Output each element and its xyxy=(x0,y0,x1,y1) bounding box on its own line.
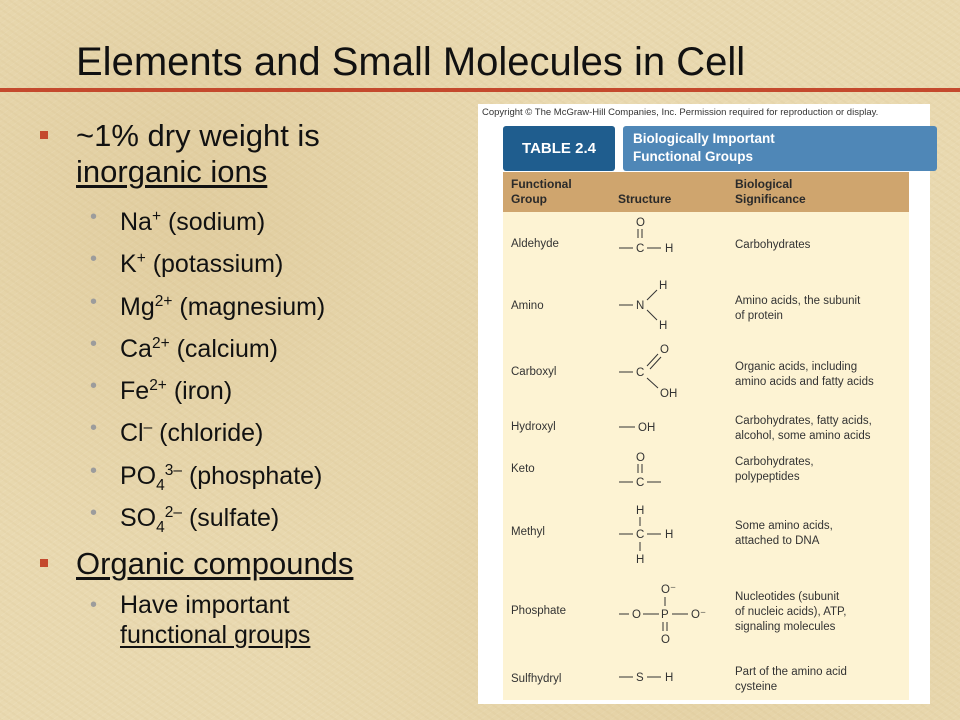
slide-title: Elements and Small Molecules in Cell xyxy=(76,40,746,84)
ion-symbol: SO xyxy=(120,504,157,533)
atom-label: OH xyxy=(660,388,678,400)
ion-name: (sulfate) xyxy=(182,504,280,533)
significance-line: polypeptides xyxy=(735,471,800,483)
atom-label: O xyxy=(661,634,670,646)
group-significance xyxy=(735,360,905,390)
ion-symbol: Mg xyxy=(120,292,155,321)
atom-label: H xyxy=(636,505,645,517)
significance-line: attached to DNA xyxy=(735,535,820,547)
atom-label: P xyxy=(661,609,669,621)
atom-label: O xyxy=(636,217,645,229)
significance-line: Some amino acids, xyxy=(735,520,833,532)
functional-groups-item xyxy=(90,590,460,650)
significance-line: Carbohydrates, xyxy=(735,456,814,468)
atom-label: H xyxy=(659,280,668,292)
bullet-text-line1: ~1% dry weight is xyxy=(76,118,320,153)
dot-bullet-icon: • xyxy=(90,417,98,440)
table-body xyxy=(503,212,909,700)
carboxyl-structure xyxy=(615,337,705,407)
significance-line: amino acids and fatty acids xyxy=(735,376,874,388)
group-significance xyxy=(735,294,905,324)
group-name: Hydroxyl xyxy=(511,421,556,433)
atom-label: O xyxy=(632,609,641,621)
hydroxyl-structure xyxy=(615,407,705,449)
dot-bullet-icon: • xyxy=(90,332,98,355)
table-row-amino xyxy=(503,272,909,337)
ion-item-sodium xyxy=(90,202,460,244)
ion-item-iron xyxy=(90,371,460,413)
inorganic-ions-underlined: inorganic ions xyxy=(76,154,268,189)
group-name: Sulfhydryl xyxy=(511,673,562,685)
ion-name: (phosphate) xyxy=(182,461,323,490)
atom-label: S xyxy=(636,672,644,684)
col-header-line1: Biological xyxy=(735,177,793,191)
ion-item-sulfate xyxy=(90,498,460,540)
ion-subscript: 4 xyxy=(156,476,165,494)
ion-charge: 2+ xyxy=(149,377,167,395)
ion-symbol: PO xyxy=(120,461,157,490)
atom-label: O xyxy=(636,452,645,464)
significance-line: Carbohydrates, fatty acids, xyxy=(735,415,872,427)
significance-line: signaling molecules xyxy=(735,621,836,633)
square-bullet-icon xyxy=(40,131,48,139)
table-row-carboxyl xyxy=(503,337,909,407)
group-significance xyxy=(735,455,905,485)
ion-name: (iron) xyxy=(166,377,233,406)
atom-label: C xyxy=(636,477,645,489)
atom-label: H xyxy=(636,554,645,566)
bullet-list xyxy=(40,118,460,650)
dot-bullet-icon: • xyxy=(90,206,98,228)
functional-groups-line1: Have important xyxy=(120,591,290,620)
table-row-phosphate xyxy=(503,581,909,661)
table-row-keto xyxy=(503,449,909,501)
significance-line: of protein xyxy=(735,310,783,322)
ion-charge: + xyxy=(136,250,146,268)
group-name: Carboxyl xyxy=(511,366,557,378)
dot-bullet-icon: • xyxy=(90,594,98,617)
ion-charge: 2+ xyxy=(154,292,173,310)
atom-label: C xyxy=(636,529,645,541)
sulfhydryl-structure xyxy=(615,661,705,700)
bullet-organic-compounds xyxy=(40,546,460,582)
ion-name: (calcium) xyxy=(169,334,278,363)
col-header-structure: Structure xyxy=(618,192,672,206)
atom-label: OH xyxy=(638,422,656,434)
dot-bullet-icon: • xyxy=(90,375,98,398)
significance-line: of nucleic acids), ATP, xyxy=(735,606,847,618)
atom-label: N xyxy=(636,300,645,312)
methyl-structure xyxy=(615,501,705,581)
ion-symbol: Cl xyxy=(120,419,144,448)
table-row-hydroxyl xyxy=(503,407,909,449)
ion-item-chloride xyxy=(90,413,460,455)
table-title xyxy=(623,126,937,171)
ion-item-phosphate xyxy=(90,456,460,498)
ion-symbol: Na xyxy=(120,208,152,236)
significance-line: alcohol, some amino acids xyxy=(735,430,871,442)
ion-item-calcium xyxy=(90,329,460,371)
significance-line: Amino acids, the subunit xyxy=(735,295,861,307)
bullet-text xyxy=(76,118,320,190)
dot-bullet-icon: • xyxy=(90,502,98,525)
group-name: Amino xyxy=(511,300,544,312)
ion-list xyxy=(40,202,460,540)
ion-name: (magnesium) xyxy=(172,292,326,321)
atom-label: H xyxy=(665,243,674,255)
atom-label: O⁻ xyxy=(661,584,677,596)
table-column-headers xyxy=(503,172,909,212)
ion-symbol: Fe xyxy=(120,377,150,406)
atom-label: C xyxy=(636,243,645,255)
aldehyde-structure xyxy=(615,212,705,272)
ion-charge: 3– xyxy=(164,461,182,479)
atom-label: O xyxy=(660,344,669,356)
ion-charge: 2– xyxy=(164,504,182,522)
group-significance xyxy=(735,665,905,695)
dot-bullet-icon: • xyxy=(90,290,98,313)
keto-structure xyxy=(615,449,705,501)
significance-line: Organic acids, including xyxy=(735,361,858,373)
bullet-inorganic-ions xyxy=(40,118,460,190)
copyright-notice: Copyright © The McGraw-Hill Companies, Inc. Permission required for reproduction or display. xyxy=(482,107,879,118)
atom-label: H xyxy=(665,672,674,684)
group-name: Aldehyde xyxy=(511,238,559,250)
ion-name: (sodium) xyxy=(161,208,266,236)
ion-subscript: 4 xyxy=(156,519,165,537)
atom-label: H xyxy=(665,529,674,541)
group-significance xyxy=(735,414,905,444)
ion-charge: – xyxy=(143,419,153,437)
title-underline-rule xyxy=(0,88,960,92)
atom-label: C xyxy=(636,367,645,379)
ion-charge: 2+ xyxy=(151,334,170,352)
significance-line: Part of the amino acid xyxy=(735,666,847,678)
atom-label: O⁻ xyxy=(691,609,707,621)
amino-structure xyxy=(615,272,705,337)
group-significance: Carbohydrates xyxy=(735,239,811,251)
ion-symbol: Ca xyxy=(120,334,152,363)
table-title-line2: Functional Groups xyxy=(633,149,753,164)
col-header-line2: Significance xyxy=(735,192,806,206)
col-header-line1: Functional xyxy=(511,177,572,191)
significance-line: Nucleotides (subunit xyxy=(735,591,840,603)
functional-groups-underlined: functional groups xyxy=(120,621,311,650)
significance-line: cysteine xyxy=(735,681,778,693)
col-header-line2: Group xyxy=(511,192,547,206)
group-name: Methyl xyxy=(511,526,545,538)
group-name: Phosphate xyxy=(511,605,566,617)
organic-compounds-underlined: Organic compounds xyxy=(76,546,354,582)
group-name: Keto xyxy=(511,463,535,475)
group-significance xyxy=(735,519,905,549)
ion-symbol: K xyxy=(120,250,137,279)
atom-label: H xyxy=(659,320,668,332)
table-label: TABLE 2.4 xyxy=(503,126,615,171)
table-row-aldehyde xyxy=(503,212,909,272)
ion-name: (potassium) xyxy=(145,250,284,279)
table-row-methyl xyxy=(503,501,909,581)
functional-groups-table-image xyxy=(478,104,930,704)
table-title-line1: Biologically Important xyxy=(633,131,775,146)
dot-bullet-icon: • xyxy=(90,248,98,271)
ion-item-potassium xyxy=(90,244,460,286)
group-significance xyxy=(735,590,905,635)
table-row-sulfhydryl xyxy=(503,661,909,700)
ion-name: (chloride) xyxy=(152,419,264,448)
dot-bullet-icon: • xyxy=(90,459,98,482)
square-bullet-icon xyxy=(40,559,48,567)
ion-item-magnesium xyxy=(90,287,460,329)
phosphate-structure xyxy=(615,581,715,661)
ion-charge: + xyxy=(151,208,162,225)
